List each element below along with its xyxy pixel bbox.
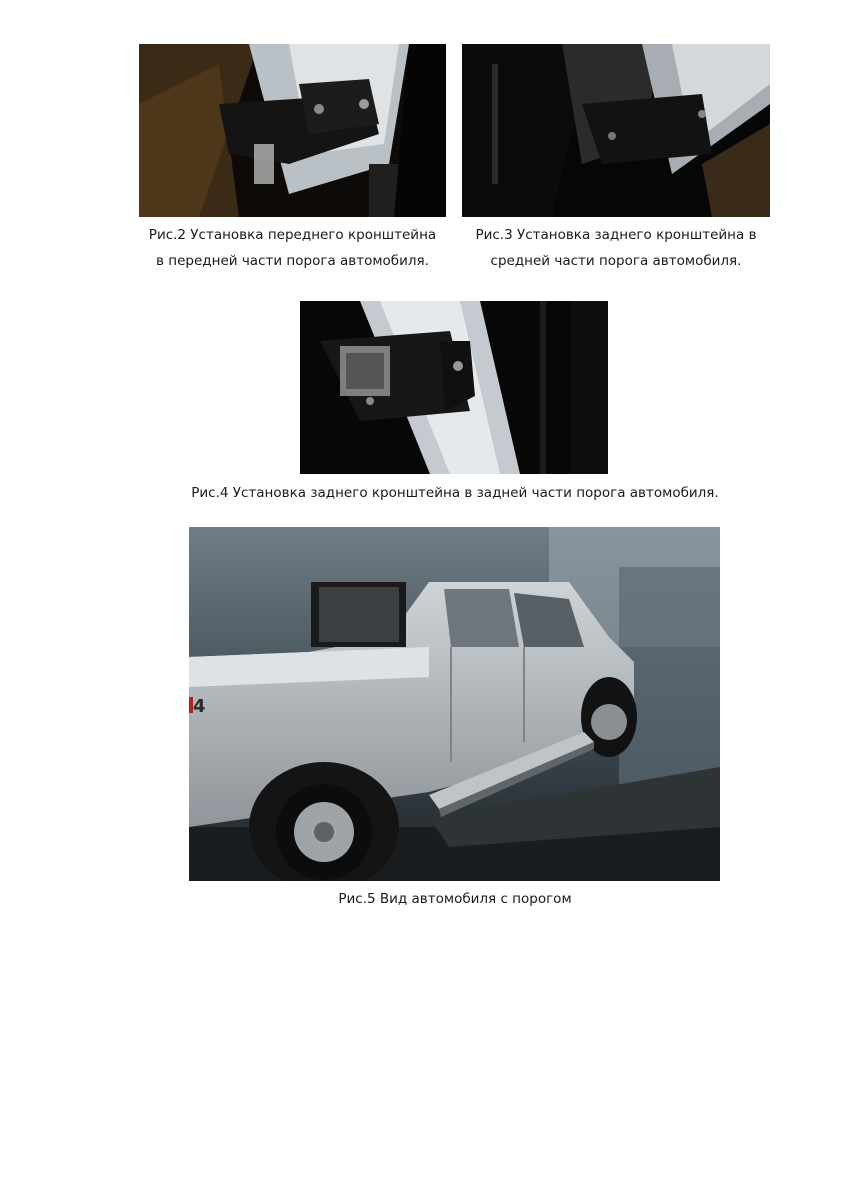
figure-5-caption: Рис.5 Вид автомобиля с порогом [338, 891, 572, 907]
figure-2-caption-line-1: Рис.2 Установка переднего кронштейна [148, 227, 437, 243]
photo-front-bracket [139, 44, 446, 217]
photo-middle-bracket [462, 44, 770, 217]
figure-3-caption-line-2: средней части порога автомобиля. [490, 253, 742, 269]
figure-3-caption-line-1: Рис.3 Установка заднего кронштейна в [475, 227, 757, 243]
photo-vehicle-with-step [189, 527, 720, 881]
svg-text:4: 4 [193, 696, 206, 717]
figure-2-caption-line-2: в передней части порога автомобиля. [156, 253, 429, 269]
photo-rear-bracket [300, 301, 608, 474]
figure-2-caption [130, 222, 455, 274]
figure-3-caption [455, 222, 777, 274]
figure-4-caption: Рис.4 Установка заднего кронштейна в задней части порога автомобиля. [191, 485, 719, 501]
